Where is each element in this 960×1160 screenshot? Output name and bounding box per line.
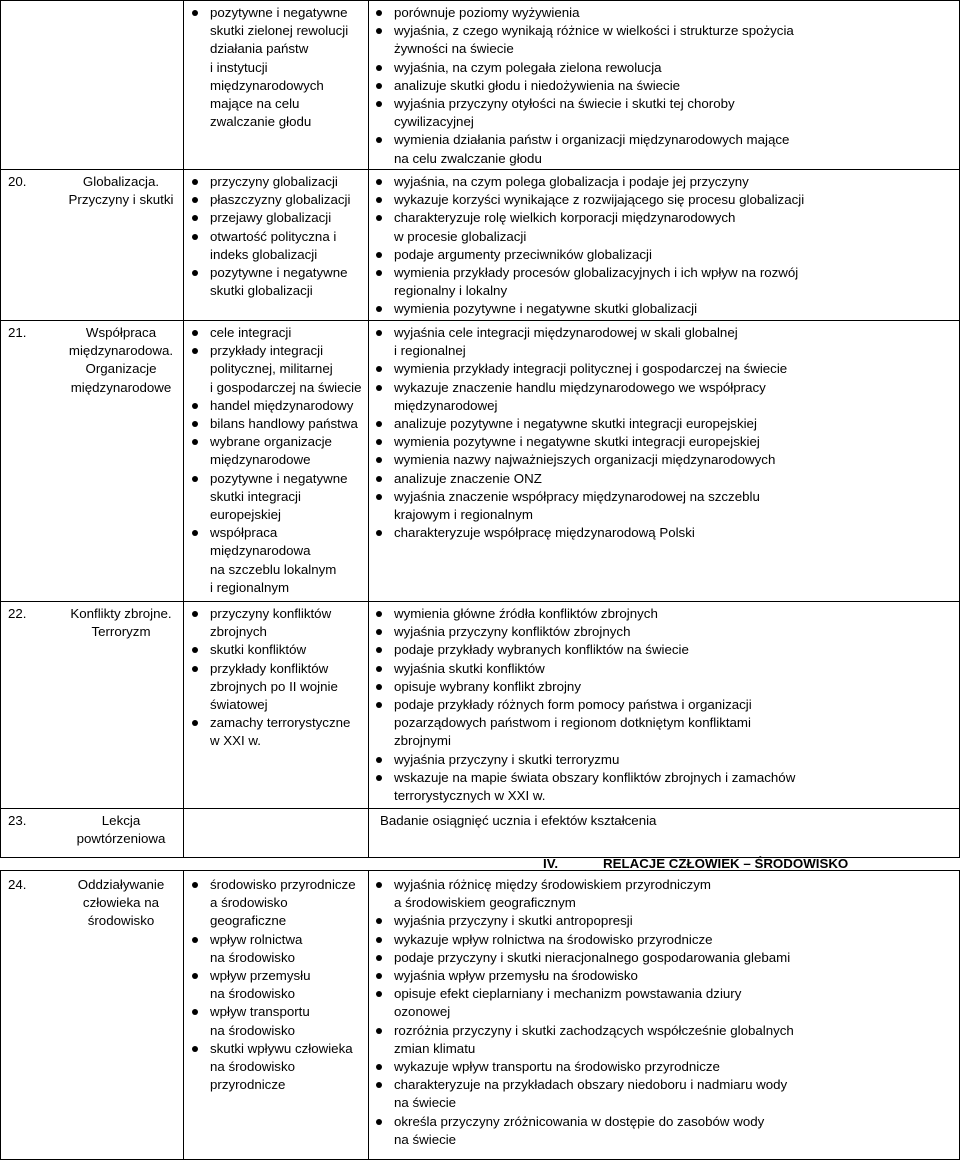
requirement-item: charakteryzuje na przykładach obszary niedoboru i nadmiaru wody na świecie xyxy=(372,1076,957,1112)
content-item: płaszczyzny globalizacji xyxy=(188,191,366,209)
contents-cell xyxy=(188,4,366,131)
requirement-item: wymienia główne źródła konfliktów zbrojnych xyxy=(372,605,957,623)
lesson-number: 21. xyxy=(8,325,27,340)
content-item: pozytywne i negatywne skutki zielonej rewolucji xyxy=(188,4,366,40)
content-item: wpływ przemysłu na środowisko xyxy=(188,967,366,1003)
lesson-topic: Lekcja powtórzeniowa xyxy=(76,813,166,847)
content-item: wybrane organizacje międzynarodowe xyxy=(188,433,366,469)
requirement-item: analizuje skutki głodu i niedożywienia na świecie xyxy=(372,77,957,95)
content-item: przyczyny globalizacji xyxy=(188,173,366,191)
content-item: środowisko przyrodnicze a środowisko geograficzne xyxy=(188,876,366,931)
column-divider-2 xyxy=(368,870,369,1160)
row-divider xyxy=(0,320,960,321)
requirement-item: wyjaśnia skutki konfliktów xyxy=(372,660,957,678)
requirement-item: analizuje pozytywne i negatywne skutki integracji europejskiej xyxy=(372,415,957,433)
content-item: działania państw i instytucji międzynarodowych mające na celu zwalczanie głodu xyxy=(210,41,324,130)
requirement-item: analizuje znaczenie ONZ xyxy=(372,470,957,488)
requirement-item: wymienia pozytywne i negatywne skutki integracji europejskiej xyxy=(372,433,957,451)
content-item: skutki konfliktów xyxy=(188,641,366,659)
section-title: RELACJE CZŁOWIEK – ŚRODOWISKO xyxy=(603,856,849,871)
content-item: zamachy terrorystyczne w XXI w. xyxy=(188,714,366,750)
requirements-cell xyxy=(372,605,957,805)
requirement-item: wyjaśnia znaczenie współpracy międzynarodowej na szczeblu krajowym i regionalnym xyxy=(372,488,957,524)
lesson-topic: Współpraca międzynarodowa. Organizacje międzynarodowe xyxy=(68,325,174,395)
content-item: przejawy globalizacji xyxy=(188,209,366,227)
section-number: IV. xyxy=(543,856,559,871)
requirement-item: podaje przykłady różnych form pomocy państwa i organizacji pozarządowych państwom i regionom dotkniętym konfliktami zbrojnymi xyxy=(372,696,957,751)
lesson-topic: Globalizacja. Przyczyny i skutki xyxy=(68,174,174,208)
requirement-item: wyjaśnia, z czego wynikają różnice w wielkości i strukturze spożycia żywności na świecie xyxy=(372,22,957,58)
content-item: wpływ transportu na środowisko xyxy=(188,1003,366,1039)
requirement-item: podaje argumenty przeciwników globalizacji xyxy=(372,246,957,264)
column-divider-1 xyxy=(183,870,184,1160)
requirement-item: wymienia przykłady integracji politycznej i gospodarczej na świecie xyxy=(372,360,957,378)
requirement-item: określa przyczyny zróżnicowania w dostępie do zasobów wody na świecie xyxy=(372,1113,957,1149)
row-divider xyxy=(0,808,960,809)
requirement-item: charakteryzuje rolę wielkich korporacji międzynarodowych w procesie globalizacji xyxy=(372,209,957,245)
column-divider-1 xyxy=(183,0,184,858)
lesson-number: 24. xyxy=(8,877,27,892)
lesson-number: 23. xyxy=(8,813,27,828)
lesson-number: 20. xyxy=(8,174,27,189)
contents-cell xyxy=(188,876,366,1094)
requirement-item: wskazuje na mapie świata obszary konfliktów zbrojnych i zamachów terrorystycznych w XXI w. xyxy=(372,769,957,805)
requirement-item: wykazuje znaczenie handlu międzynarodowego we współpracy międzynarodowej xyxy=(372,379,957,415)
requirement-item: wyjaśnia, na czym polega globalizacja i podaje jej przyczyny xyxy=(372,173,957,191)
lesson-topic: Oddziaływanie człowieka na środowisko xyxy=(77,877,165,929)
column-divider-2 xyxy=(368,0,369,858)
lesson-number: 22. xyxy=(8,606,27,621)
content-item: wpływ rolnictwa na środowisko xyxy=(188,931,366,967)
requirement-item: wymienia działania państw i organizacji międzynarodowych mające na celu zwalczanie głodu xyxy=(372,131,957,167)
contents-cell xyxy=(188,605,366,751)
content-item: bilans handlowy państwa xyxy=(188,415,366,433)
content-item: pozytywne i negatywne skutki globalizacji xyxy=(188,264,366,300)
requirements-cell xyxy=(372,4,957,168)
requirement-item: porównuje poziomy wyżywienia xyxy=(372,4,957,22)
requirement-item: wyjaśnia wpływ przemysłu na środowisko xyxy=(372,967,957,985)
requirement-item: podaje przyczyny i skutki nieracjonalnego gospodarowania glebami xyxy=(372,949,957,967)
requirement-item: rozróżnia przyczyny i skutki zachodzących współcześnie globalnych zmian klimatu xyxy=(372,1022,957,1058)
requirement-item: wykazuje wpływ rolnictwa na środowisko przyrodnicze xyxy=(372,931,957,949)
requirement-item: wykazuje wpływ transportu na środowisko przyrodnicze xyxy=(372,1058,957,1076)
lesson-topic: Konflikty zbrojne. Terroryzm xyxy=(70,606,172,640)
content-item: przyczyny konfliktów zbrojnych xyxy=(188,605,366,641)
requirement-item: wyjaśnia przyczyny otyłości na świecie i skutki tej choroby cywilizacyjnej xyxy=(372,95,957,131)
requirement-item: wyjaśnia przyczyny i skutki antropopresji xyxy=(372,912,957,930)
content-item: otwartość polityczna i indeks globalizacji xyxy=(188,228,366,264)
content-item: przykłady konfliktów zbrojnych po II wojnie światowej xyxy=(188,660,366,715)
content-item: pozytywne i negatywne skutki integracji europejskiej xyxy=(188,470,366,525)
requirement-item: wyjaśnia przyczyny i skutki terroryzmu xyxy=(372,751,957,769)
requirement-item: wymienia nazwy najważniejszych organizacji międzynarodowych xyxy=(372,451,957,469)
contents-cell xyxy=(188,324,366,597)
contents-cell xyxy=(188,173,366,300)
row-divider xyxy=(0,169,960,170)
content-item: przykłady integracji politycznej, militarnej i gospodarczej na świecie xyxy=(188,342,366,397)
requirement-item: wyjaśnia przyczyny konfliktów zbrojnych xyxy=(372,623,957,641)
requirements-text: Badanie osiągnięć ucznia i efektów kształcenia xyxy=(380,813,657,828)
content-item: handel międzynarodowy xyxy=(188,397,366,415)
requirement-item: podaje przykłady wybranych konfliktów na świecie xyxy=(372,641,957,659)
row-divider xyxy=(0,601,960,602)
requirement-item: opisuje efekt cieplarniany i mechanizm powstawania dziury ozonowej xyxy=(372,985,957,1021)
table-border-left xyxy=(0,870,1,1160)
requirements-cell xyxy=(372,324,957,542)
content-item: cele integracji xyxy=(188,324,366,342)
content-item: współpraca międzynarodowa na szczeblu lokalnym i regionalnym xyxy=(188,524,366,597)
content-item: skutki wpływu człowieka na środowisko przyrodnicze xyxy=(188,1040,366,1095)
table-border-left xyxy=(0,0,1,858)
requirement-item: wyjaśnia, na czym polegała zielona rewolucja xyxy=(372,59,957,77)
table-border-top xyxy=(0,0,960,1)
requirements-cell xyxy=(372,173,957,319)
requirement-item: wyjaśnia cele integracji międzynarodowej w skali globalnej i regionalnej xyxy=(372,324,957,360)
requirement-item: wymienia pozytywne i negatywne skutki globalizacji xyxy=(372,300,957,318)
requirements-cell xyxy=(372,876,957,1149)
requirement-item: charakteryzuje współpracę międzynarodową Polski xyxy=(372,524,957,542)
requirement-item: wykazuje korzyści wynikające z rozwijającego się procesu globalizacji xyxy=(372,191,957,209)
requirement-item: wyjaśnia różnicę między środowiskiem przyrodniczym a środowiskiem geograficznym xyxy=(372,876,957,912)
requirement-item: opisuje wybrany konflikt zbrojny xyxy=(372,678,957,696)
requirement-item: wymienia przykłady procesów globalizacyjnych i ich wpływ na rozwój regionalny i lokalny xyxy=(372,264,957,300)
